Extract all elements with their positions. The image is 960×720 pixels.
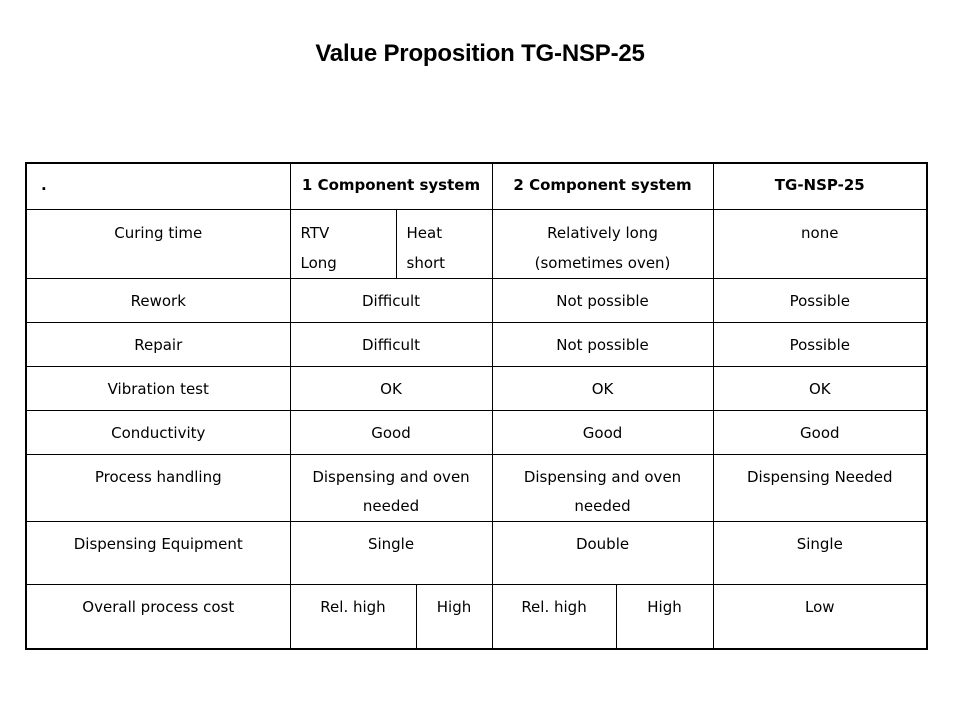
dispensing-tg-cell: Single bbox=[713, 522, 927, 585]
row-label-repair: Repair bbox=[26, 323, 290, 367]
rework-tg-cell: Possible bbox=[713, 279, 927, 323]
dispensing-2c-cell: Double bbox=[492, 522, 713, 585]
cost-2c-rel-high-cell: Rel. high bbox=[492, 585, 616, 650]
table-row-overall-process-cost bbox=[26, 585, 927, 650]
dispensing-1c-cell: Single bbox=[290, 522, 492, 585]
vibration-2c-cell: OK bbox=[492, 367, 713, 411]
row-label-curing-time: Curing time bbox=[26, 210, 290, 279]
table-row-rework bbox=[26, 279, 927, 323]
table-row-conductivity bbox=[26, 411, 927, 455]
curing-2c-cell bbox=[492, 210, 713, 279]
row-label-dispensing-equipment: Dispensing Equipment bbox=[26, 522, 290, 585]
curing-2c-line1: Relatively long bbox=[547, 224, 658, 242]
header-tg-nsp-25: TG-NSP-25 bbox=[713, 163, 927, 210]
table-header-row bbox=[26, 163, 927, 210]
curing-1c-heat-line2: short bbox=[406, 254, 446, 272]
vibration-tg-cell: OK bbox=[713, 367, 927, 411]
row-label-overall-process-cost: Overall process cost bbox=[26, 585, 290, 650]
curing-tg-cell: none bbox=[713, 210, 927, 279]
cost-2c-high-cell: High bbox=[616, 585, 713, 650]
curing-1c-rtv-line2: Long bbox=[300, 254, 337, 272]
process-2c-cell: Dispensing and oven needed bbox=[492, 455, 713, 522]
table-row-dispensing-equipment bbox=[26, 522, 927, 585]
table-row-curing-time bbox=[26, 210, 927, 279]
curing-1c-rtv-cell bbox=[290, 210, 396, 279]
header-2-component-system: 2 Component system bbox=[492, 163, 713, 210]
cost-1c-rel-high-cell: Rel. high bbox=[290, 585, 416, 650]
row-label-conductivity: Conductivity bbox=[26, 411, 290, 455]
cost-1c-high-cell: High bbox=[416, 585, 492, 650]
process-tg-cell: Dispensing Needed bbox=[713, 455, 927, 522]
vibration-1c-cell: OK bbox=[290, 367, 492, 411]
table-row-vibration-test bbox=[26, 367, 927, 411]
repair-1c-cell: Difficult bbox=[290, 323, 492, 367]
conductivity-2c-cell: Good bbox=[492, 411, 713, 455]
conductivity-1c-cell: Good bbox=[290, 411, 492, 455]
header-corner-cell: . bbox=[26, 163, 290, 210]
table-row-process-handling bbox=[26, 455, 927, 522]
repair-tg-cell: Possible bbox=[713, 323, 927, 367]
table-row-repair bbox=[26, 323, 927, 367]
cost-tg-cell: Low bbox=[713, 585, 927, 650]
curing-1c-rtv-line1: RTV bbox=[300, 224, 330, 242]
conductivity-tg-cell: Good bbox=[713, 411, 927, 455]
curing-1c-heat-cell bbox=[396, 210, 492, 279]
slide-title: Value Proposition TG-NSP-25 bbox=[315, 40, 645, 67]
rework-2c-cell: Not possible bbox=[492, 279, 713, 323]
row-label-process-handling: Process handling bbox=[26, 455, 290, 522]
process-1c-cell: Dispensing and oven needed bbox=[290, 455, 492, 522]
curing-2c-line2: (sometimes oven) bbox=[534, 254, 671, 272]
value-proposition-table bbox=[25, 162, 928, 650]
curing-1c-heat-line1: Heat bbox=[406, 224, 443, 242]
repair-2c-cell: Not possible bbox=[492, 323, 713, 367]
rework-1c-cell: Difficult bbox=[290, 279, 492, 323]
row-label-vibration-test: Vibration test bbox=[26, 367, 290, 411]
header-1-component-system: 1 Component system bbox=[290, 163, 492, 210]
row-label-rework: Rework bbox=[26, 279, 290, 323]
